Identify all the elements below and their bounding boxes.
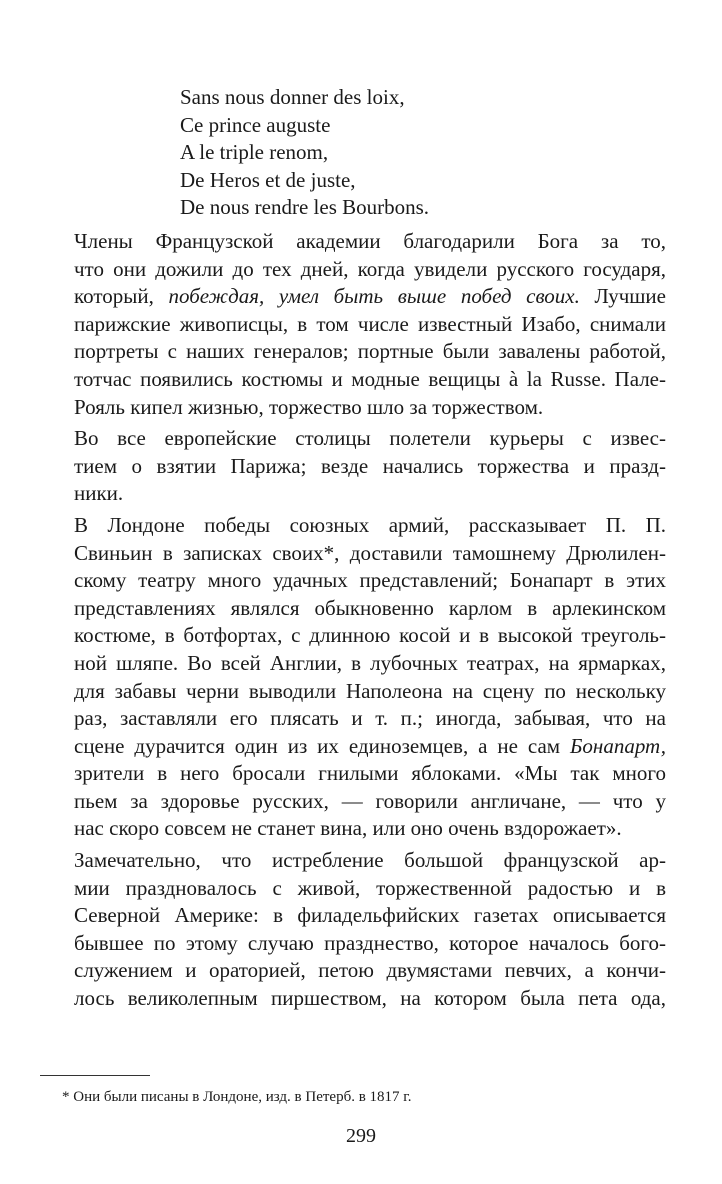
text-line: бывшее по этому случаю празднество, которое началось бого- xyxy=(74,930,666,955)
text-line: Члены Французской академии благодарили Бога за то, xyxy=(74,229,666,253)
verse-line: De nous rendre les Bourbons. xyxy=(180,195,430,219)
french-verse xyxy=(180,84,429,222)
paragraph xyxy=(74,425,666,508)
footnote: * Они были писаны в Лондоне, изд. в Петерб. в 1817 г. xyxy=(62,1089,412,1105)
text-line: Замечательно, что истребление большой французской ар- xyxy=(74,848,666,873)
page-number: 299 xyxy=(346,1125,376,1147)
text-line: В Лондоне победы союзных армий, рассказывает П. П. xyxy=(74,512,666,537)
text-line: Северной Америке: в филадельфийских газетах описывается xyxy=(74,903,666,928)
italic-text: Бонапарт, xyxy=(570,733,666,758)
text-line: для забавы черни выводили Наполеона на сцену по нескольку xyxy=(74,678,666,703)
text-line: что они дожили до тех дней, когда увидели русского государя, xyxy=(74,256,666,281)
text-line: зрители в него бросали гнилыми яблоками. «Мы так много xyxy=(74,761,666,786)
paragraph xyxy=(74,847,666,1013)
verse-line: Ce prince auguste xyxy=(180,112,331,137)
verse-line: De Heros et de juste, xyxy=(180,167,356,192)
text-line: сцене дурачится один из их единоземцев, а не сам Бонапарт, xyxy=(74,733,666,758)
text-line: портреты с наших генералов; портные были завалены работой, xyxy=(74,339,666,364)
footnote-divider xyxy=(40,1075,150,1076)
text-line: тотчас появились костюмы и модные вещицы à la Russe. Пале- xyxy=(74,366,666,391)
text-line: Во все европейские столицы полетели курьеры с извес- xyxy=(74,426,666,451)
text-line: раз, заставляли его плясать и т. п.; иногда, забывая, что на xyxy=(74,706,666,731)
italic-text: побеждая, умел быть выше побед своих. xyxy=(168,284,580,309)
text-line: тием о взятии Парижа; везде начались торжества и празд- xyxy=(74,453,666,478)
paragraph xyxy=(74,512,666,843)
text-line: который, побеждая, умел быть выше побед своих. Лучшие xyxy=(74,284,666,309)
text-line: пьем за здоровье русских, — говорили англичане, — что у xyxy=(74,788,666,813)
text-line: Свиньин в записках своих*, доставили тамошнему Дрюлилен- xyxy=(74,540,666,565)
text-line: мии праздновалось с живой, торжественной радостью и в xyxy=(74,875,666,900)
text-line: Рояль кипел жизнью, торжество шло за торжеством. xyxy=(74,394,544,419)
text-line: служением и ораторией, петою двумястами певчих, а кончи- xyxy=(74,958,666,983)
text-line: ники. xyxy=(74,481,124,506)
verse-line: A le triple renom, xyxy=(180,140,329,164)
text-line: парижские живописцы, в том числе известный Изабо, снимали xyxy=(74,311,666,336)
paragraph xyxy=(74,228,666,421)
text-line: нас скоро совсем не станет вина, или оно очень вздорожает». xyxy=(74,816,622,841)
verse-line: Sans nous donner des loix, xyxy=(180,85,405,109)
text-line: ной шляпе. Во всей Англии, в лубочных театрах, на ярмарках, xyxy=(74,650,666,675)
text-line: костюме, в ботфортах, с длинною косой и в высокой треуголь- xyxy=(74,623,666,648)
text-line: лось великолепным пиршеством, на котором была пета ода, xyxy=(74,986,666,1011)
text-line: представлениях являлся обыкновенно карлом в арлекинском xyxy=(74,595,666,620)
body-text xyxy=(74,228,666,1013)
text-line: скому театру много удачных представлений; Бонапарт в этих xyxy=(74,568,666,593)
